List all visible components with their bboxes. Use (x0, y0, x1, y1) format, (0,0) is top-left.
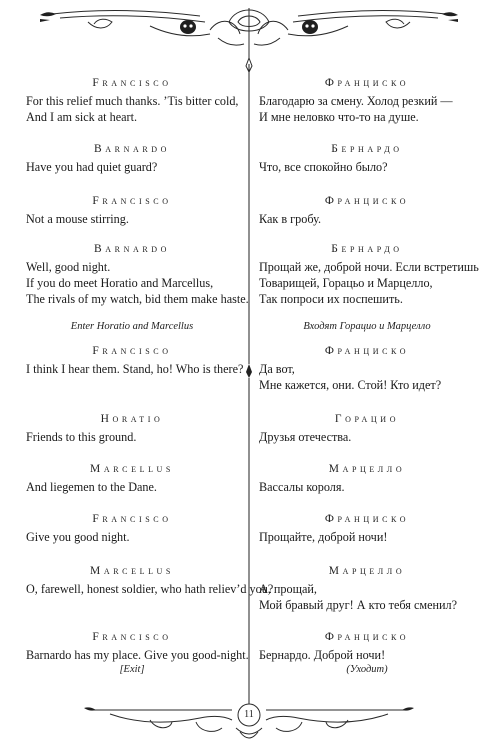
exit-direction: (Уходит) (346, 664, 388, 675)
dialogue-line: For this relief much thanks. ’Tis bitter cold, (26, 94, 239, 108)
speaker-name: Horatio (100, 413, 164, 425)
speaker-name: Бернардо (331, 143, 403, 155)
speaker-name: Марцелло (328, 565, 406, 577)
speaker-name: Марцелло (328, 463, 406, 475)
speaker-name: Франциско (324, 631, 410, 643)
speaker-name: Barnardo (93, 243, 171, 255)
column-divider (241, 64, 257, 704)
speaker-name: Barnardo (93, 143, 171, 155)
speaker-name: Francisco (92, 513, 172, 525)
speaker-name: Бернардо (331, 243, 403, 255)
dialogue-line: Прощай же, доброй ночи. Если встретишь (259, 260, 479, 274)
dialogue-line: Give you good night. (26, 530, 130, 544)
speaker-name: Francisco (92, 631, 172, 643)
speaker-name: Горацио (334, 413, 400, 425)
speaker-name: Francisco (92, 195, 172, 207)
dialogue-line: I think I hear them. Stand, ho! Who is there? (26, 362, 244, 376)
dialogue-line: Friends to this ground. (26, 430, 137, 444)
dialogue-line: Товарищей, Горацьо и Марцелло, (259, 276, 433, 290)
dialogue-line: Благодарю за смену. Холод резкий — (259, 94, 453, 108)
dialogue-line: Да вот, (259, 362, 295, 376)
dialogue-line: Бернардо. Доброй ночи! (259, 648, 386, 662)
dialogue-line: O, farewell, honest soldier, who hath reliev’d you? (26, 582, 274, 596)
speaker-name: Marcellus (90, 565, 174, 577)
stage-direction: Входят Горацио и Марцелло (303, 321, 431, 332)
speaker-name: Франциско (324, 195, 410, 207)
dialogue-line: Друзья отечества. (259, 430, 352, 444)
dialogue-line: Мне кажется, они. Стой! Кто идет? (259, 378, 442, 392)
dialogue-line: А, прощай, (259, 582, 317, 596)
dialogue-line: Well, good night. (26, 260, 111, 274)
dialogue-line: Вассалы короля. (259, 480, 345, 494)
dialogue-line: Barnardo has my place. Give you good-night. (26, 648, 249, 662)
dialogue-line: The rivals of my watch, bid them make haste. (26, 292, 249, 306)
speaker-name: Франциско (324, 345, 410, 357)
exit-direction: [Exit] (119, 664, 145, 675)
dialogue-line: Have you had quiet guard? (26, 160, 158, 174)
speaker-name: Франциско (324, 513, 410, 525)
dialogue-line: Что, все спокойно было? (259, 160, 388, 174)
dialogue-line: And liegemen to the Dane. (26, 480, 157, 494)
dialogue-line: Мой бравый друг! А кто тебя сменил? (259, 598, 458, 612)
stage-direction: Enter Horatio and Marcellus (70, 321, 194, 332)
speaker-name: Francisco (92, 77, 172, 89)
speaker-name: Francisco (92, 345, 172, 357)
dialogue-line: If you do meet Horatio and Marcellus, (26, 276, 214, 290)
dialogue-line: Not a mouse stirring. (26, 212, 129, 226)
dialogue-line: Прощайте, доброй ночи! (259, 530, 388, 544)
speaker-name: Франциско (324, 77, 410, 89)
dialogue-line: And I am sick at heart. (26, 110, 138, 124)
speaker-name: Marcellus (90, 463, 174, 475)
page-number: 11 (244, 709, 254, 720)
dialogue-line: Так попроси их поспешить. (259, 292, 403, 306)
dialogue-line: И мне неловко что-то на душе. (259, 110, 419, 124)
dialogue-line: Как в гробу. (259, 212, 321, 226)
